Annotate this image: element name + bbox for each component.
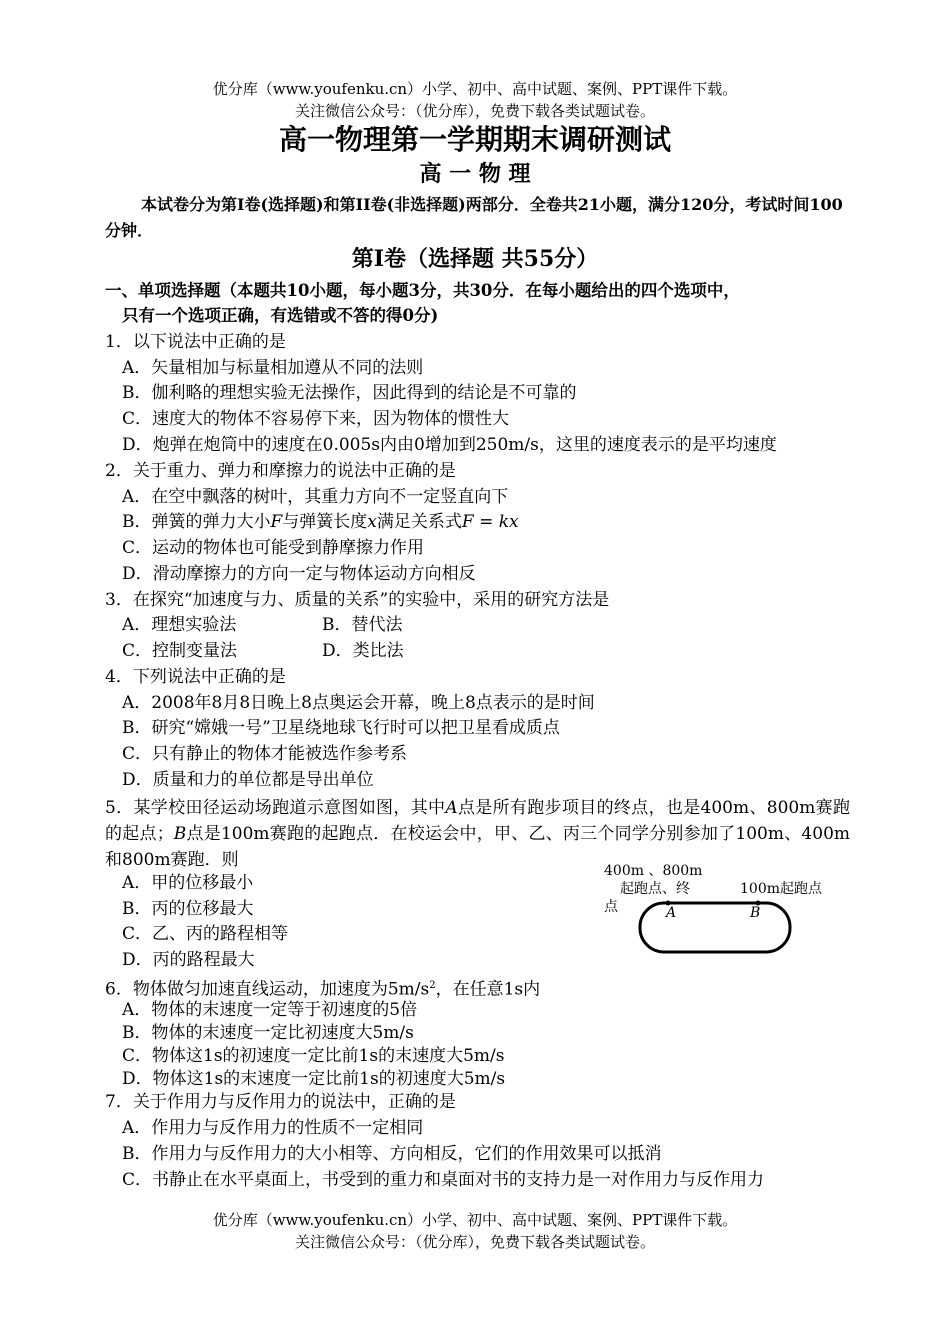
question-1-option-c: C．速度大的物体不容易停下来，因为物体的惯性大 bbox=[122, 409, 510, 429]
question-7-option-a: A．作用力与反作用力的性质不一定相同 bbox=[122, 1118, 424, 1138]
question-2-option-b-text-1: B．弹簧的弹力大小 bbox=[122, 512, 271, 532]
diagram-start-label-1: 400m 、800m bbox=[604, 863, 703, 879]
footer-line-2: 关注微信公众号：（优分库），免费下载各类试题试卷。 bbox=[294, 1233, 655, 1251]
question-2-formula: F = kx bbox=[461, 512, 519, 532]
question-5-stem-text-2: 点是所有跑步项目的终点，也是400m、800m赛跑的起点； bbox=[105, 798, 850, 844]
question-6-stem bbox=[105, 975, 540, 1001]
question-5-option-c: C．乙、丙的路程相等 bbox=[122, 924, 289, 944]
question-4-stem: 4．下列说法中正确的是 bbox=[105, 667, 286, 687]
question-4-option-d: D．质量和力的单位都是导出单位 bbox=[122, 770, 374, 790]
question-1-stem: 1．以下说法中正确的是 bbox=[105, 332, 286, 352]
question-3-option-d: D．类比法 bbox=[322, 641, 404, 661]
question-2-option-c: C．运动的物体也可能受到静摩擦力作用 bbox=[122, 538, 425, 558]
diagram-start-label-3: 点 bbox=[604, 899, 618, 915]
question-7-option-b: B．作用力与反作用力的大小相等、方向相反，它们的作用效果可以抵消 bbox=[122, 1144, 662, 1164]
question-5-option-a: A．甲的位移最小 bbox=[122, 873, 254, 893]
question-6-option-b: B．物体的末速度一定比初速度大5m/s bbox=[122, 1023, 414, 1043]
track-outline bbox=[640, 903, 790, 952]
exam-subtitle: 高 一 物 理 bbox=[419, 161, 531, 187]
diagram-start-label-2: 起跑点、终 bbox=[620, 881, 690, 897]
diagram-point-a-label: A bbox=[666, 905, 677, 921]
question-2-option-d: D．滑动摩擦力的方向一定与物体运动方向相反 bbox=[122, 564, 476, 584]
question-2-option-b bbox=[122, 511, 519, 533]
question-6-option-d: D．物体这1s的末速度一定比前1s的初速度大5m/s bbox=[122, 1069, 506, 1089]
question-7-option-c: C．书静止在水平桌面上，书受到的重力和桌面对书的支持力是一对作用力与反作用力 bbox=[122, 1170, 765, 1190]
section-heading-line-2: 只有一个选项正确，有选错或不答的得0分) bbox=[122, 306, 439, 325]
track-shape bbox=[600, 862, 840, 962]
question-5-point-a-ref: A bbox=[445, 798, 458, 818]
question-1-option-a: A．矢量相加与标量相加遵从不同的法则 bbox=[122, 358, 424, 378]
question-2-option-b-text-3: 满足关系式 bbox=[376, 512, 462, 532]
question-3-option-b: B．替代法 bbox=[322, 615, 403, 635]
header-line-1: 优分库（www.youfenku.cn）小学、初中、高中试题、案例、PPT课件下载。 bbox=[212, 80, 738, 98]
question-6-option-a: A．物体的末速度一定等于初速度的5倍 bbox=[122, 1000, 418, 1020]
question-5-option-d: D．丙的路程最大 bbox=[122, 950, 255, 970]
question-6-stem-text-1: 6．物体做匀加速直线运动，加速度为5m/s bbox=[105, 979, 430, 1000]
question-5-option-b: B．丙的位移最大 bbox=[122, 899, 254, 919]
question-1-option-d: D．炮弹在炮筒中的速度在0.005s内由0增加到250m/s，这里的速度表示的是平均速度 bbox=[122, 435, 777, 455]
point-a-marker bbox=[666, 901, 671, 906]
question-2-stem: 2．关于重力、弹力和摩擦力的说法中正确的是 bbox=[105, 461, 456, 481]
question-4-option-c: C．只有静止的物体才能被选作参考系 bbox=[122, 744, 408, 764]
section-heading-line-1: 一、单项选择题（本题共10小题，每小题3分，共30分．在每小题给出的四个选项中， bbox=[105, 281, 740, 300]
exam-title: 高一物理第一学期期末调研测试 bbox=[278, 123, 671, 156]
question-5-stem-text-3: 点是100m赛跑的起跑点．在校运会中，甲、乙、丙三个同学分别参加了100m、400m和800m赛跑．则 bbox=[105, 824, 851, 870]
question-3-option-a: A．理想实验法 bbox=[122, 615, 237, 635]
question-5-point-b-ref: B bbox=[173, 824, 187, 844]
track-diagram bbox=[600, 862, 840, 962]
header-line-2: 关注微信公众号：（优分库），免费下载各类试题试卷。 bbox=[294, 102, 655, 120]
footer-line-1: 优分库（www.youfenku.cn）小学、初中、高中试题、案例、PPT课件下载。 bbox=[212, 1211, 738, 1229]
question-2-var-x: x bbox=[367, 512, 377, 532]
question-4-option-a: A．2008年8月8日晚上8点奥运会开幕，晚上8点表示的是时间 bbox=[122, 693, 595, 713]
question-6-stem-text-2: ，在任意1s内 bbox=[435, 979, 541, 1000]
section-title: 第I卷（选择题 共55分） bbox=[351, 246, 599, 272]
question-2-var-f: F bbox=[270, 512, 283, 532]
question-3-option-c: C．控制变量法 bbox=[122, 641, 238, 661]
question-2-option-a: A．在空中飘落的树叶，其重力方向不一定竖直向下 bbox=[122, 487, 509, 507]
question-4-option-b: B．研究“嫦娥一号”卫星绕地球飞行时可以把卫星看成质点 bbox=[122, 718, 560, 738]
question-6-option-c: C．物体这1s的初速度一定比前1s的末速度大5m/s bbox=[122, 1046, 505, 1066]
diagram-100m-label: 100m起跑点 bbox=[740, 881, 822, 897]
question-2-option-b-text-2: 与弹簧长度 bbox=[282, 512, 368, 532]
question-6-superscript: 2 bbox=[429, 980, 436, 991]
question-5-stem-text-1: 5．某学校田径运动场跑道示意图如图，其中 bbox=[105, 798, 446, 818]
diagram-point-b-label: B bbox=[750, 905, 761, 921]
exam-intro: 本试卷分为第I卷(选择题)和第II卷(非选择题)两部分．全卷共21小题，满分120分，考试时间100分钟． bbox=[105, 195, 843, 240]
question-7-stem: 7．关于作用力与反作用力的说法中，正确的是 bbox=[105, 1092, 456, 1112]
question-1-option-b: B．伽利略的理想实验无法操作，因此得到的结论是不可靠的 bbox=[122, 383, 577, 403]
question-3-stem: 3．在探究“加速度与力、质量的关系”的实验中，采用的研究方法是 bbox=[105, 590, 610, 610]
point-b-marker bbox=[756, 901, 761, 906]
